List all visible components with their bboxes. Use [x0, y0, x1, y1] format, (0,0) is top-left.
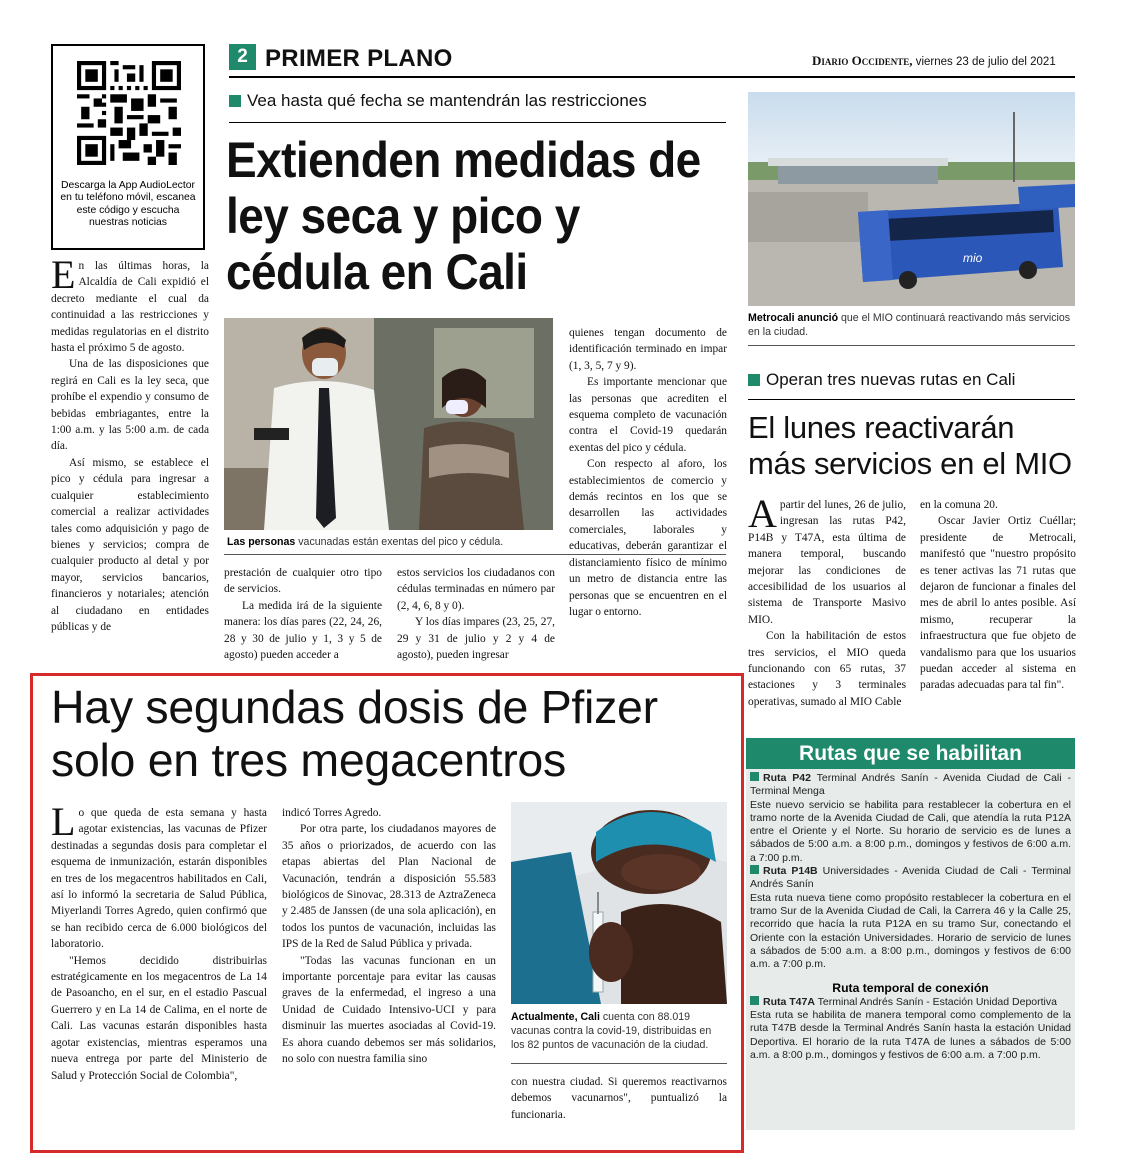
mio-headline: El lunes reactivarán más servicios en el MIO — [748, 410, 1072, 481]
rutas-list: Ruta P42 Terminal Andrés Sanín - Avenida Ciudad de Cali - Terminal Menga Este nuevo servicio se habilita para restablecer la cobertura en el tramo norte de la Avenida Ciudad de Cali, que atendía la ruta P12A entre el Oriente y el Norte. Su horario de servicio es de lunes a sábados de 5:00 a.m. a 8:00 p.m., domingos y festivos de 6:00 a.m. a 7:00 p.m. Ruta P14B Universidades - Avenida Ciudad de Cali - Terminal Andrés Sanín Esta ruta nueva tiene como propósito restablecer la cobertura en el tramo Sur de la Avenida Ciudad de Cali, la Carrera 46 y la Calle 25, recorrido que hacía la ruta P12A en su tramo Sur, conectando el Oriente con la estación Universidades. Horario de servicio de lunes a sábados de 5:00 a.m. a 8:00 p.m., domingos y festivos de 6:00 a.m. a 7:00 p.m. Ruta temporal de conexión Ruta T47A Terminal Andrés Sanín - Estación Unidad Deportiva Esta ruta se habilita de manera temporal como complemento de la ruta T47B desde la Terminal Andrés Sanín hasta la estación Unidad Deportiva. El horario de la ruta T47A de lunes a sábados de 5:00 a.m. a 8:00 p.m., domingos y festivos de 6:00 a.m. a 7:00 p.m. — [750, 772, 1071, 1061]
pfizer-photo — [511, 802, 727, 1004]
pfizer-col2: indicó Torres Agredo. Por otra parte, los ciudadanos mayores de 35 años o priorizados, de acuerdo con las etapas abiertas del Plan Nacional de Vacunación, tendrán a disposición 55.583 biológicos de Sinovac, 28.313 de AztraZeneca y 2.485 de Janssen (de una sola aplicación), en todos los puntos de vacunación, incluidas las IPS de la Red de Salud Pública y privada. "Todas las vacunas funcionan en un importante porcentaje para evitar las causas graves de la enfermedad, el ingreso a una Unidad de Cuidado Intensivo-UCI y para disminuir las muertes asociadas al Covid-19. Es ahora cuando debemos ser más solidarios, no solo con nuestra familia sino — [282, 807, 496, 1066]
kicker-square-icon — [748, 374, 760, 386]
dropcap: E — [51, 252, 76, 297]
pfizer-photo-caption: Actualmente, Cali cuenta con 88.019 vacunas contra la covid-19, distribuidas en los 82 puntos de vacunación de la ciudad. — [511, 1011, 712, 1051]
route-square-icon — [750, 772, 759, 781]
kicker-rule — [229, 122, 726, 123]
mio-rule — [748, 345, 1075, 346]
main-col4: quienes tengan documento de identificación terminado en impar (1, 3, 5, 7 y 9). Es importante mencionar que las personas que acrediten el esquema completo de vacunación contra el Covid-19 quedarán exentas del pico y cédula. Con respecto al aforo, los establecimientos de comercio y demás recintos en los que se desarrollen las actividades comerciales, laborales y educativas, deberán garantizar el distanciamiento físico de mínimo un metro de distancia entre las personas que se encuentren en el lugar o entorno. — [569, 327, 727, 618]
guard-woman-illustration — [224, 318, 553, 530]
main-photo-caption: Las personas vacunadas están exentas del pico y cédula. — [227, 536, 504, 548]
temp-route-title: Ruta temporal de conexión — [832, 981, 989, 996]
dropcap: L — [51, 799, 76, 844]
mio-col1: Apartir del lunes, 26 de julio, ingresan las rutas P42, P14B y T47A, esta última de manera temporal, buscando mejorar las condiciones de accesibilidad de los usuarios al sistema de Transporte Masivo MIO. Con la habilitación de estos tres servicios, el MIO queda funcionando con 65 rutas, 37 estaciones y 3 terminales operativas, sumado al MIO Cable — [748, 491, 906, 708]
main-col2: prestación de cualquier otro tipo de servicios. La medida irá de la siguiente manera: los días pares (22, 24, 26, 28 y 30 de julio y 1, 3 y 5 de agosto) pueden acceder a — [224, 567, 382, 662]
route-p14b: Ruta P14B Universidades - Avenida Ciudad de Cali - Terminal Andrés Sanín — [750, 865, 1071, 891]
rutas-box — [746, 738, 1075, 1130]
section-title: PRIMER PLANO — [265, 45, 453, 72]
mio-photo-caption: Metrocali anunció que el MIO continuará reactivando más servicios en la ciudad. — [748, 312, 1071, 338]
main-col1: En las últimas horas, la Alcaldía de Cali expidió el decreto mediante el cual da continuidad a las restricciones y medidas regulatorias en el distrito hasta el próximo 5 de agosto. Una de las disposiciones que regirá en Cali es la ley seca, que prohíbe el expendio y consumo de bebidas embriagantes, entre la 1:00 a.m. y las 5:00 a.m. de cada día. Así mismo, se establece el pico y cédula para ingresar a cualquier establecimiento comercial a realizar actividades tales como adquisición y pago de bienes y servicios; compra de cualquier producto al detal y por mayor, servicios bancarios, financieros y notariales; atención al ciudadano en entidades públicas y de — [51, 252, 209, 633]
mio-photo — [748, 92, 1075, 306]
bus-station-illustration — [748, 92, 1075, 306]
main-photo — [224, 318, 553, 530]
mio-kicker-rule — [748, 399, 1075, 400]
pfizer-col1: Lo que queda de esta semana y hasta agotar existencias, las vacunas de Pfizer destinadas a segundas dosis para completar el esquema de inmunización, estarán disponibles en tres de los megacentros habilitados en Cali, así lo informó la secretaria de Salud Pública, Miyerlandi Torres Agredo, quien confirmó que se han recibido cerca de 6.000 biológicos del laboratorio. "Hemos decidido distribuirlas estratégicamente en los megacentros de La 14 de Pasoancho, en el sur, en el estadio Pascual Guerrero y en La 14 de Calima, en el norte de Cali. Las vacunas estarán disponibles hasta agotar existencias, mientras esperamos una nueva entrega por parte del Ministerio de Salud y Protección Social de Colombia", — [51, 799, 267, 1082]
header-dateline — [812, 53, 1056, 69]
qr-code-icon[interactable] — [77, 60, 181, 166]
issue-date: viernes 23 de julio del 2021 — [912, 56, 1056, 68]
main-col3: estos servicios los ciudadanos con cédulas terminadas en número par (2, 4, 6, 8 y 0). Y los días impares (23, 25, 27, 29 y 31 de julio y 2 y 4 de agosto), pueden ingresar — [397, 567, 555, 662]
vaccine-illustration — [511, 802, 727, 1004]
newspaper-name: Diario Occidente, — [812, 53, 913, 68]
svg-text:mio: mio — [963, 251, 983, 265]
route-t47a: Ruta T47A Terminal Andrés Sanín - Estación Unidad Deportiva — [750, 996, 1071, 1009]
route-p42: Ruta P42 Terminal Andrés Sanín - Avenida Ciudad de Cali - Terminal Menga — [750, 772, 1071, 798]
qr-caption: Descarga la App AudioLector en tu teléfono móvil, escanea este código y escucha nuestras noticias — [60, 180, 196, 228]
page-number-badge: 2 — [229, 44, 256, 70]
dropcap: A — [748, 491, 777, 536]
kicker-square-icon — [229, 95, 241, 107]
header-rule — [229, 76, 1075, 78]
pfizer-headline: Hay segundas dosis de Pfizer solo en tres megacentros — [51, 681, 658, 786]
main-kicker — [229, 91, 647, 111]
rutas-title: Rutas que se habilitan — [746, 738, 1075, 769]
qr-box — [51, 44, 205, 250]
pfizer-caption-rule — [511, 1063, 727, 1064]
route-square-icon — [750, 865, 759, 874]
pfizer-col3: con nuestra ciudad. Si queremos reactivarnos debemos vacunarnos", puntualizó la funcionaria. — [511, 1076, 727, 1121]
mio-col2: en la comuna 20. Oscar Javier Ortiz Cuéllar; presidente de Metrocali, manifestó que "nuestro propósito es tener activas las 71 rutas que dejaron de funcionar a finales del mes de abril lo antes posible. Así mismo, recuperar la infraestructura que fue objeto de vandalismo para que los usuarios puedan acceder al sistema en paradas adecuadas para tal fin". — [920, 499, 1076, 692]
main-headline: Extienden medidas de ley seca y pico y cédula en Cali — [226, 132, 701, 300]
kicker-text: Operan tres nuevas rutas en Cali — [766, 370, 1016, 389]
mio-kicker — [748, 370, 1015, 390]
kicker-text: Vea hasta qué fecha se mantendrán las restricciones — [247, 91, 647, 110]
route-square-icon — [750, 996, 759, 1005]
